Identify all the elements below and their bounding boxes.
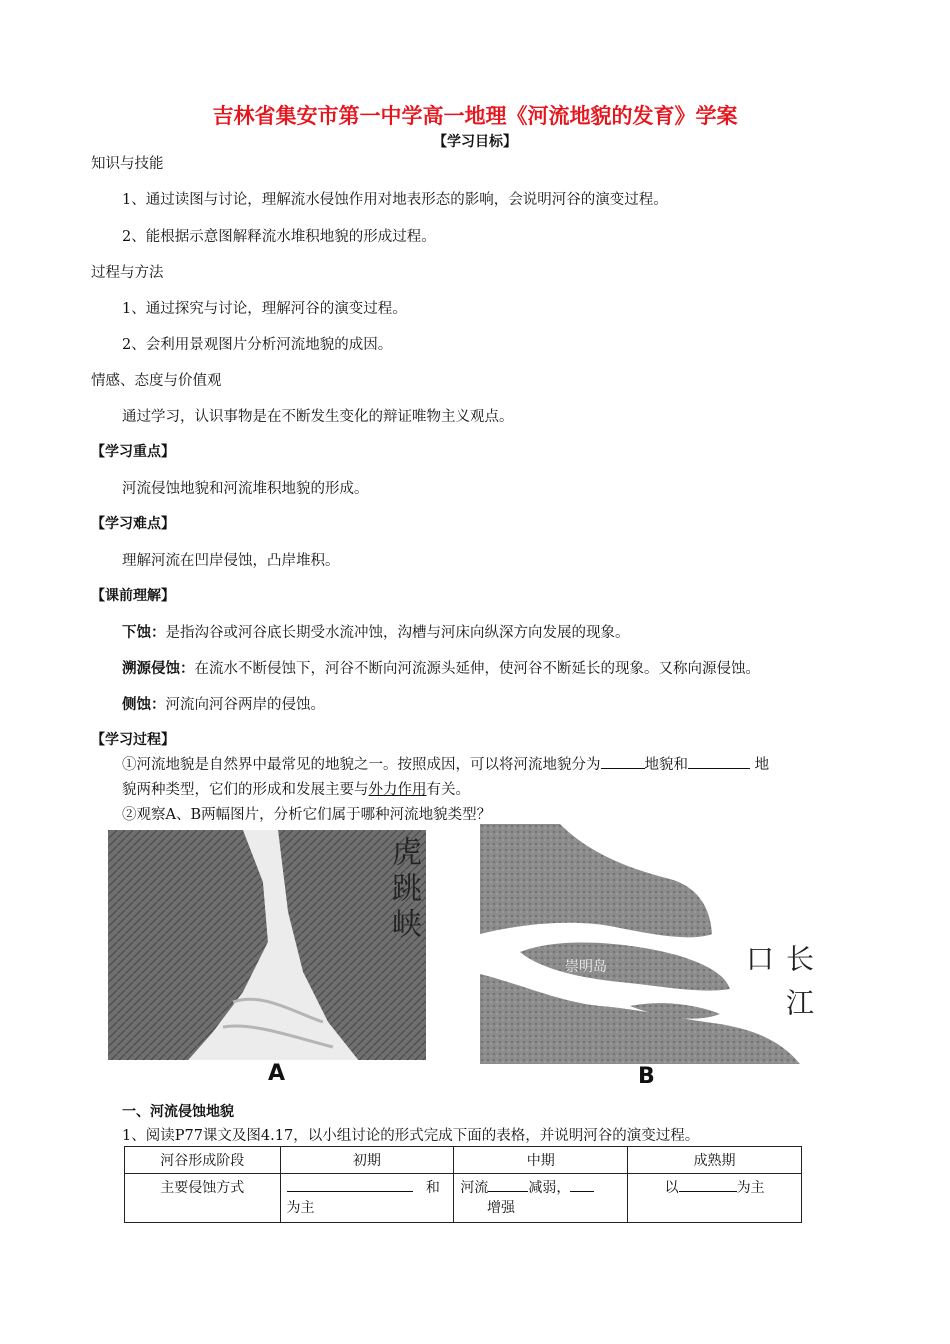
question-text: 地貌和 (644, 757, 688, 773)
question-text: 貌两种类型，它们的形成和发展主要与 (122, 782, 369, 798)
process-item-1: 1、通过探究与讨论，理解河谷的演变过程。 (122, 301, 407, 317)
valley-stage-table (124, 1146, 802, 1223)
preview-term: 侧蚀： (122, 697, 166, 713)
question-text: 地 (754, 757, 770, 773)
cell-text: 增强 (487, 1200, 516, 1216)
key-points-heading: 【学习重点】 (91, 444, 175, 460)
emotion-text: 通过学习，认识事物是在不断发生变化的辩证唯物主义观点。 (122, 409, 514, 425)
preview-definition: 在流水不断侵蚀下，河谷不断向河流源头延伸，使河谷不断延长的现象。又称向源侵蚀。 (194, 661, 760, 677)
preview-item-3 (122, 693, 325, 714)
middle-stage-cell (454, 1174, 628, 1223)
preview-definition: 河流向河谷两岸的侵蚀。 (165, 697, 325, 713)
process-item-2: 2、会利用景观图片分析河流地貌的成因。 (122, 337, 393, 353)
knowledge-item-2: 2、能根据示意图解释流水堆积地貌的形成过程。 (122, 229, 436, 245)
preview-term: 溯源侵蚀： (122, 661, 195, 677)
question-1-line-2 (122, 778, 470, 799)
preview-heading: 【课前理解】 (91, 588, 175, 604)
answer-blank[interactable] (287, 1177, 413, 1192)
difficulties-text: 理解河流在凹岸侵蚀，凸岸堆积。 (122, 553, 340, 569)
figure-a-label: 虎跳峡 (386, 836, 421, 944)
table-header-cell: 成熟期 (628, 1147, 802, 1174)
cell-text: 以 (664, 1180, 679, 1196)
knowledge-heading: 知识与技能 (91, 156, 164, 172)
difficulties-heading: 【学习难点】 (91, 516, 175, 532)
figure-b-caption: B (638, 1064, 655, 1089)
preview-term: 下蚀： (122, 625, 166, 641)
figure-a-caption: A (268, 1061, 286, 1086)
table-header-cell: 初期 (280, 1147, 454, 1174)
question-2: ②观察A、B两幅图片，分析它们属于哪种河流地貌类型？ (122, 807, 492, 823)
table-row (125, 1174, 802, 1223)
document-title: 吉林省集安市第一中学高一地理《河流地貌的发育》学案 (212, 104, 738, 128)
question-1-line-1 (122, 753, 769, 774)
answer-blank[interactable] (688, 754, 750, 769)
process-method-heading: 过程与方法 (91, 265, 164, 281)
answer-blank[interactable] (601, 754, 645, 769)
early-stage-cell (280, 1174, 454, 1223)
learning-goals-heading: 【学习目标】 (433, 134, 517, 150)
table-header-cell: 河谷形成阶段 (125, 1147, 281, 1174)
cell-text: 为主 (286, 1200, 315, 1216)
section-1-instruction: 1、阅读P77课文及图4.17，以小组讨论的形式完成下面的表格，并说明河谷的演变过程。 (122, 1128, 700, 1144)
figure-a-tiger-leaping-gorge (93, 822, 433, 1084)
process-heading: 【学习过程】 (91, 732, 175, 748)
preview-item-2 (122, 657, 760, 678)
answer-blank[interactable] (679, 1177, 737, 1192)
table-header-row (125, 1147, 802, 1174)
figure-b-label: 长江口 (742, 944, 815, 1032)
emotion-heading: 情感、态度与价值观 (91, 373, 222, 389)
answer-blank[interactable] (488, 1177, 528, 1192)
key-points-text: 河流侵蚀地貌和河流堆积地貌的形成。 (122, 481, 369, 497)
cell-text: 减弱， (528, 1180, 571, 1196)
figure-b-yangtze-estuary (480, 824, 848, 1064)
section-1-heading: 一、河流侵蚀地貌 (122, 1104, 234, 1120)
answer-blank[interactable] (570, 1177, 594, 1192)
underlined-term: 外力作用 (368, 782, 427, 798)
knowledge-item-1: 1、通过读图与讨论，理解流水侵蚀作用对地表形态的影响，会说明河谷的演变过程。 (122, 192, 668, 208)
mature-stage-cell (628, 1174, 802, 1223)
question-text: 有关。 (426, 782, 470, 798)
cell-text: 为主 (736, 1180, 765, 1196)
question-text: ①河流地貌是自然界中最常见的地貌之一。按照成因，可以将河流地貌分为 (122, 757, 601, 773)
island-label: 崇明岛 (565, 959, 607, 975)
preview-item-1 (122, 621, 630, 642)
cell-text: 河流 (460, 1180, 489, 1196)
cell-text: 和 (425, 1180, 440, 1196)
table-header-cell: 中期 (454, 1147, 628, 1174)
table-row-label: 主要侵蚀方式 (125, 1174, 281, 1223)
preview-definition: 是指沟谷或河谷底长期受水流冲蚀，沟槽与河床向纵深方向发展的现象。 (165, 625, 630, 641)
